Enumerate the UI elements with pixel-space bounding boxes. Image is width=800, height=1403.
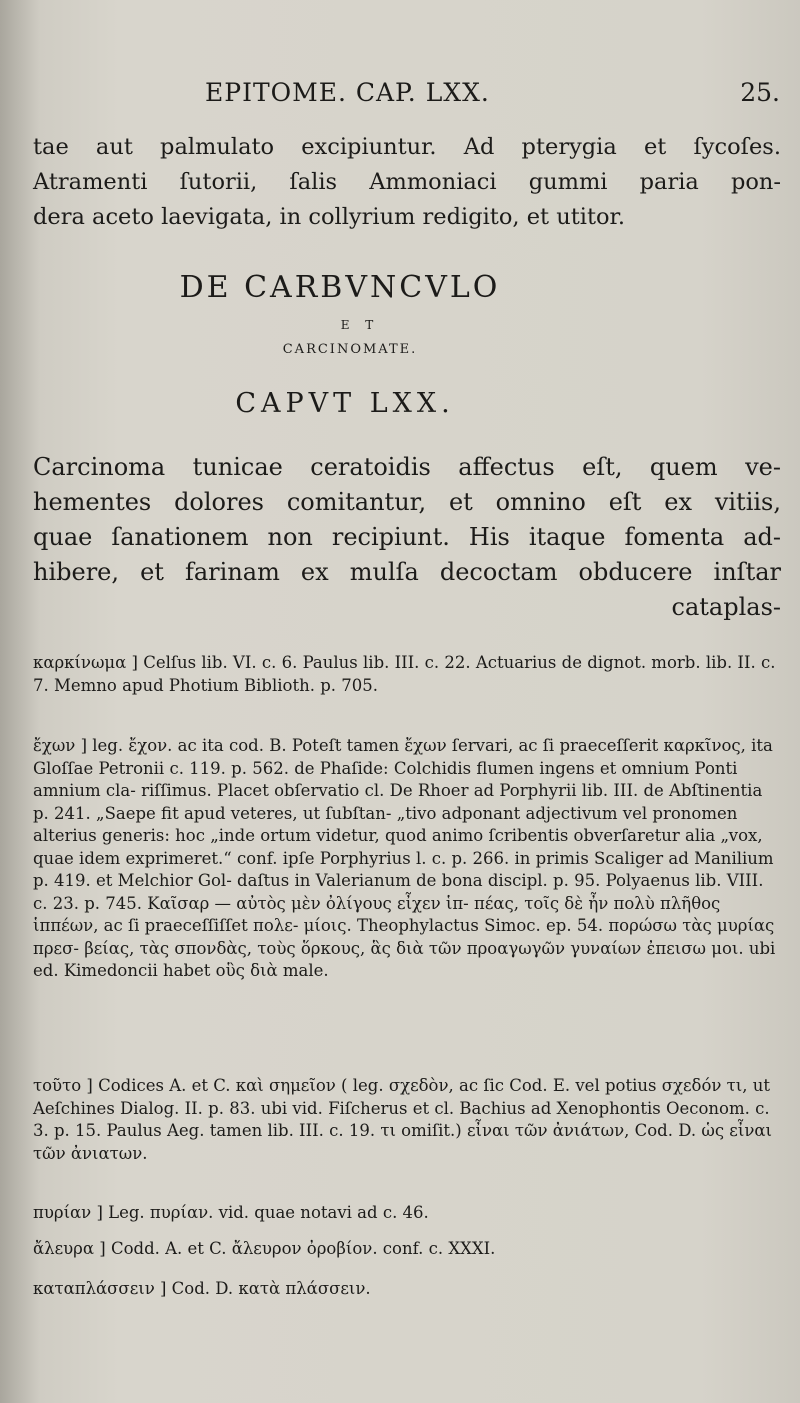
- footnote-aleura: [33, 1238, 781, 1261]
- footnote-line: p. 705.: [320, 675, 379, 695]
- footnote-line: πυρίαν ] Leg. πυρίαν. vid. quae notavi ad c. 46.: [33, 1203, 429, 1222]
- footnote-line: riſſimus. Placet obſervatio cl. De Rhoer ad Porphyrii lib. III.: [141, 781, 639, 800]
- footnote-line: de dignot. morb. lib. II. c. 7. Memno apud Photium Biblioth.: [33, 653, 776, 695]
- footnote-line: VIII. c. 23. p. 745. Καῖσαρ — αὐτὸς μὲν ὀλίγους εἶχεν ἱπ-: [33, 871, 764, 913]
- footnote-touto: [33, 1075, 781, 1165]
- footnote-line: ἔχων ] leg. ἔχον. ac ita cod. B. Poteſt tamen ἔχων ſervari, ac ſi: [33, 736, 555, 755]
- footnote-pyrian: [33, 1202, 781, 1225]
- footnote-line: Cod. D. ὡς εἶναι τῶν ἀνιατων.: [33, 1121, 772, 1163]
- footnote-line: βείας, τὰς σπονδὰς, τοὺς ὅρκους, ἃς διὰ τῶν προαγωγῶν γυναίων: [84, 938, 642, 958]
- running-head: [0, 72, 800, 112]
- footnote-line: τοῦτο ] Codices A. et C. καὶ σημεῖον ( leg. σχεδὸν, ac ſic Cod. E.: [33, 1076, 571, 1095]
- chapter-heading-subtitle: CARCINOMATE.: [282, 342, 418, 357]
- footnote-line: Phaſide: Colchidis flumen ingens et omnium Ponti amnium cla-: [33, 758, 738, 800]
- footnote-line: μίοις. Theophylactus Simoc. ep. 54. πορώσω τὰς μυρίας πρεσ-: [33, 916, 775, 958]
- footnote-line: „vox, quae idem exprimeret.“ conf. ipſe Porphyrius l. c. p.: [33, 826, 763, 868]
- footnote-echon: [33, 735, 781, 983]
- footnote-line: praeceſſerit καρκῖνος, ita Gloſſae Petronii c. 119. p. 562. de: [33, 736, 773, 778]
- chapter-number: CAPVT LXX.: [235, 388, 455, 419]
- intro-paragraph: [33, 130, 781, 235]
- text-line: Atramenti ſutorii, ſalis Ammoniaci gummi paria pon-: [33, 169, 781, 195]
- footnote-line: 266. in primis Scaliger ad Manilium p. 419. et Melchior Gol-: [33, 848, 774, 890]
- footnote-line: Paulus Aeg. tamen lib. III. c. 19. τι omiſit.) εἶναι τῶν ἀνιάτων,: [106, 1121, 630, 1140]
- text-line: Carcinoma tunicae ceratoidis affectus eſt, quem ve-: [33, 453, 781, 481]
- footnote-line: ἐπεισω μοι. ubi ed. Kimedoncii habet οὓς διὰ male.: [33, 938, 776, 980]
- text-line: dera aceto laevigata, in collyrium redigito, et utitor.: [33, 204, 625, 230]
- running-head-title: EPITOME. CAP. LXX.: [205, 78, 490, 107]
- chapter-heading-et: E T: [340, 318, 380, 332]
- page-number: 25.: [740, 78, 780, 107]
- footnote-line: de Abſtinentia p. 241. „Saepe fit apud veteres, ut ſubſtan-: [33, 781, 763, 823]
- footnote-line: καταπλάσσειν ] Cod. D. κατὰ πλάσσειν.: [33, 1279, 371, 1298]
- footnote-line: πέας, τοῖς δὲ ἦν πολὺ πλῆθος ἱππέων, ac ſi praeceſſiſſet πολε-: [33, 893, 721, 935]
- text-line: hibere, et farinam ex mulſa decoctam obducere inſtar: [33, 558, 781, 586]
- footnote-line: Fiſcherus et cl. Bachius ad Xenophontis Oeconom. c. 3. p. 15.: [33, 1098, 770, 1140]
- chapter-heading-title: DE CARBVNCVLO: [179, 270, 501, 305]
- text-line: hementes dolores comitantur, et omnino eſt ex vitiis,: [33, 488, 781, 516]
- footnote-karkinoma: [33, 652, 781, 697]
- footnote-line: „tivo adponant adjectivum vel pronomen alterius generis: hoc: [33, 803, 738, 845]
- main-paragraph: [33, 450, 781, 625]
- text-line: tae aut palmulato excipiuntur. Ad pterygia et ſycoſes.: [33, 134, 781, 160]
- footnote-kataplassein: [33, 1278, 781, 1301]
- footnote-line: ἄλευρα ] Codd. A. et C. ἄλευρον ὀροβίον. conf. c. XXXI.: [33, 1239, 496, 1258]
- footnote-line: vel potius σχεδόν τι, ut Aeſchines Dialog. II. p. 83. ubi vid.: [33, 1076, 771, 1118]
- footnote-line: „inde ortum videtur, quod animo ſcribentis obverſaretur alia: [210, 826, 716, 845]
- footnote-line: καρκίνωμα ] Celſus lib. VI. c. 6. Paulus lib. III. c. 22. Actuarius: [33, 653, 557, 672]
- footnote-line: daſtus in Valerianum de bona discipl. p. 95. Polyaenus lib.: [237, 871, 722, 890]
- text-line: cataplas-: [671, 593, 781, 621]
- text-line: quae ſanationem non recipiunt. His itaque fomenta ad-: [33, 523, 781, 551]
